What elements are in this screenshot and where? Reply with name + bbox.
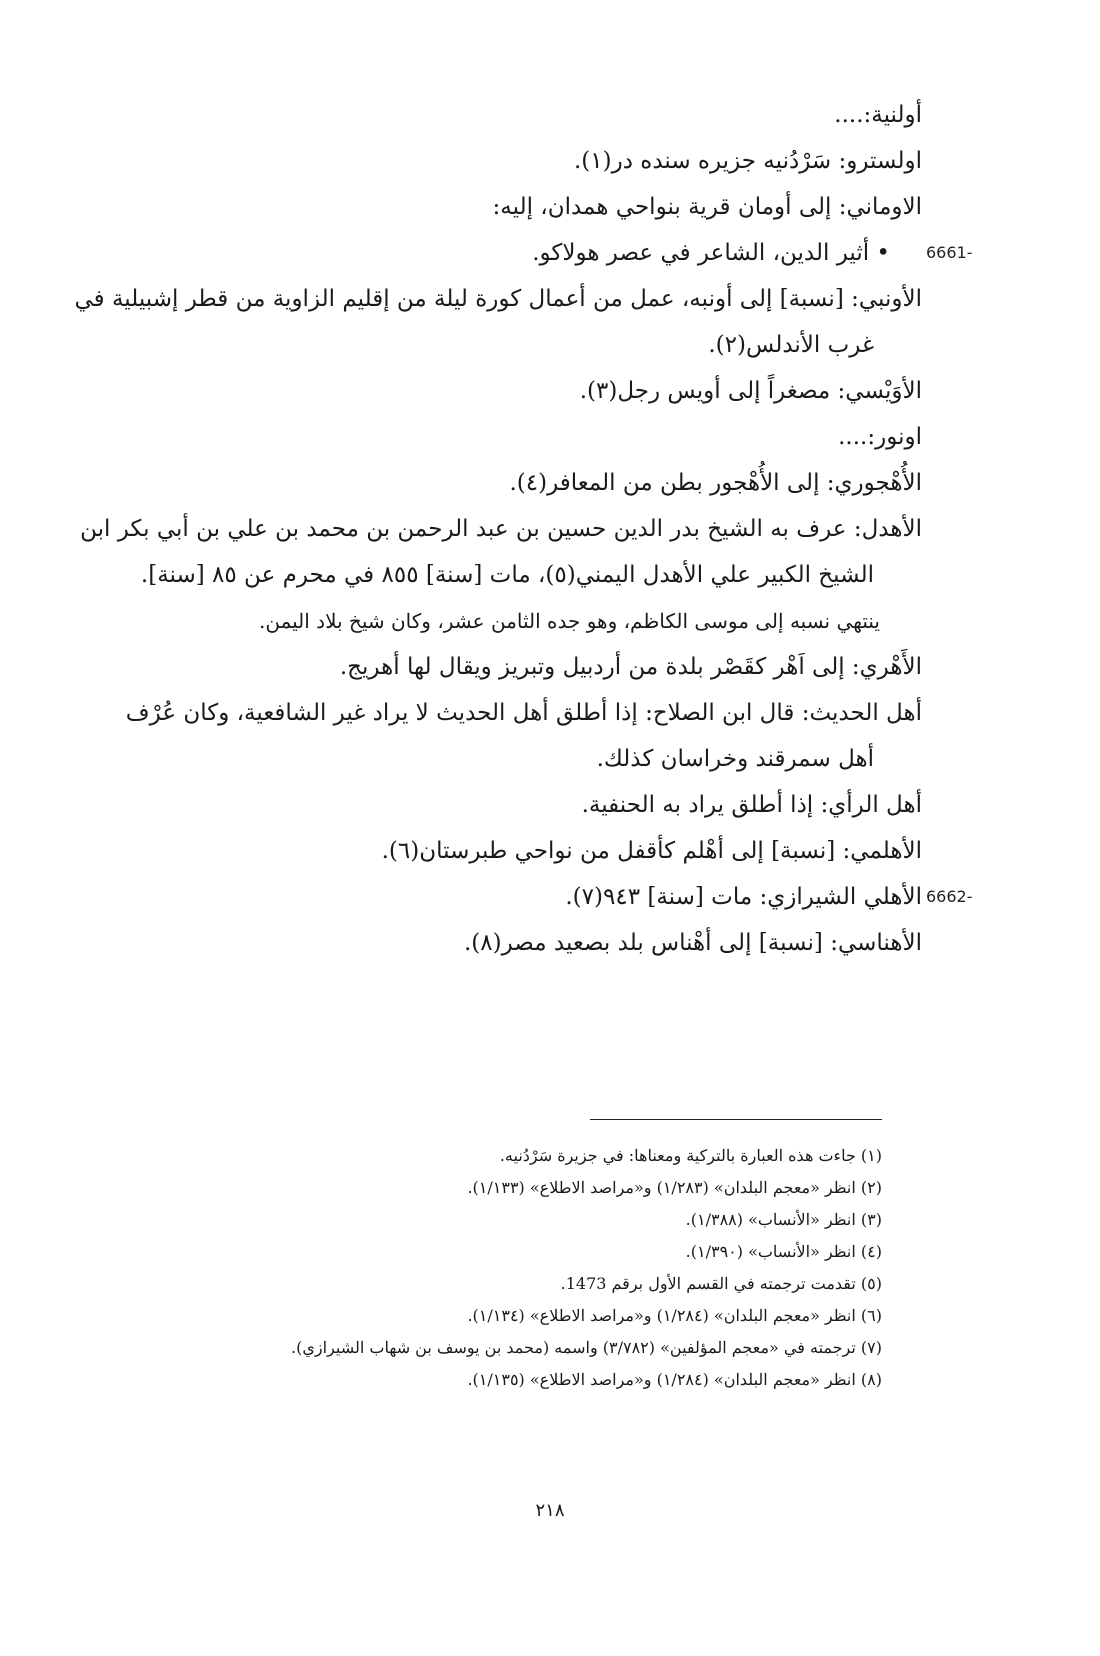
entry bbox=[0, 276, 1100, 368]
entry-number-marker: 6661- bbox=[926, 243, 973, 262]
entry bbox=[0, 138, 1100, 184]
footnote: (١) جاءت هذه العبارة بالتركية ومعناها: في جزيرة سَرْدُنيه. bbox=[499, 1146, 882, 1165]
entry-continuation-line: ينتهي نسبه إلى موسى الكاظم، وهو جده الثامن عشر، وكان شيخ بلاد اليمن. bbox=[258, 609, 880, 633]
entry bbox=[0, 506, 1100, 644]
entry-line: الاوماني: إلى أومان قرية بنواحي همدان، إليه: bbox=[492, 194, 922, 220]
footnote: (٥) تقدمت ترجمته في القسم الأول برقم 1473. bbox=[560, 1274, 882, 1293]
page-number: ٢١٨ bbox=[535, 1500, 565, 1521]
footnote: (٣) انظر «الأنساب» (١/٣٨٨). bbox=[685, 1210, 882, 1229]
entry-line: الأَهْري: إلى اَهْر كقَصْر بلدة من أردبيل وتبريز ويقال لها أهريج. bbox=[339, 654, 922, 680]
entry bbox=[0, 644, 1100, 690]
entry-line: اولسترو: سَرْدُنيه جزيره سنده در(١). bbox=[574, 148, 922, 174]
entry bbox=[0, 230, 1100, 276]
footnote: (٤) انظر «الأنساب» (١/٣٩٠). bbox=[685, 1242, 882, 1261]
footnote: (٢) انظر «معجم البلدان» (١/٢٨٣) و«مراصد الاطلاع» (١/١٣٣). bbox=[467, 1178, 882, 1197]
entry-number-marker: 6662- bbox=[926, 887, 973, 906]
entry bbox=[0, 414, 1100, 460]
entry-line: الأهلمي: [نسبة] إلى أهْلم كأقفل من نواحي طبرستان(٦). bbox=[381, 838, 922, 864]
footnote: (٦) انظر «معجم البلدان» (١/٢٨٤) و«مراصد الاطلاع» (١/١٣٤). bbox=[467, 1306, 882, 1325]
entry bbox=[0, 184, 1100, 230]
entry-line: • أثير الدين، الشاعر في عصر هولاكو. bbox=[532, 240, 890, 266]
entry-line: الأهناسي: [نسبة] إلى أهْناس بلد بصعيد مصر(٨). bbox=[463, 930, 922, 956]
entry-continuation-line: الشيخ الكبير علي الأهدل اليمني(٥)، مات [سنة] ٨٥٥ في محرم عن ٨٥ [سنة]. bbox=[140, 562, 874, 588]
entry-line: أولنية:.... bbox=[834, 102, 922, 128]
footnote: (٧) ترجمته في «معجم المؤلفين» (٣/٧٨٢) واسمه (محمد بن يوسف بن شهاب الشيرازي). bbox=[291, 1338, 882, 1357]
entry bbox=[0, 828, 1100, 874]
entry bbox=[0, 368, 1100, 414]
entry bbox=[0, 782, 1100, 828]
entries-list bbox=[0, 92, 1100, 966]
entry-line: أهل الرأي: إذا أطلق يراد به الحنفية. bbox=[581, 792, 922, 818]
entry-line: الأوَيْسي: مصغراً إلى أويس رجل(٣). bbox=[579, 378, 922, 404]
entry-continuation-line: أهل سمرقند وخراسان كذلك. bbox=[596, 746, 874, 772]
entry-line: الأُهْجوري: إلى الأُهْجور بطن من المعافر(٤). bbox=[509, 470, 922, 496]
entry-line: الأهدل: عرف به الشيخ بدر الدين حسين بن عبد الرحمن بن محمد بن علي بن أبي بكر ابن bbox=[80, 516, 922, 542]
entry bbox=[0, 874, 1100, 920]
entry-line: الأهلي الشيرازي: مات [سنة] ٩٤٣(٧). bbox=[565, 884, 922, 910]
entry-line: أهل الحديث: قال ابن الصلاح: إذا أطلق أهل الحديث لا يراد غير الشافعية، وكان عُرْف bbox=[125, 700, 922, 726]
footnotes-list bbox=[0, 1140, 1100, 1396]
entry bbox=[0, 92, 1100, 138]
entry bbox=[0, 690, 1100, 782]
footnote: (٨) انظر «معجم البلدان» (١/٢٨٤) و«مراصد الاطلاع» (١/١٣٥). bbox=[467, 1370, 882, 1389]
entry bbox=[0, 460, 1100, 506]
entry-continuation-line: غرب الأندلس(٢). bbox=[708, 332, 874, 358]
entry-line: الأونبي: [نسبة] إلى أونبه، عمل من أعمال كورة ليلة من إقليم الزاوية من قطر إشبيلية في bbox=[74, 286, 922, 312]
entry bbox=[0, 920, 1100, 966]
footnote-separator bbox=[590, 1119, 882, 1120]
entry-line: اونور:.... bbox=[838, 424, 922, 450]
